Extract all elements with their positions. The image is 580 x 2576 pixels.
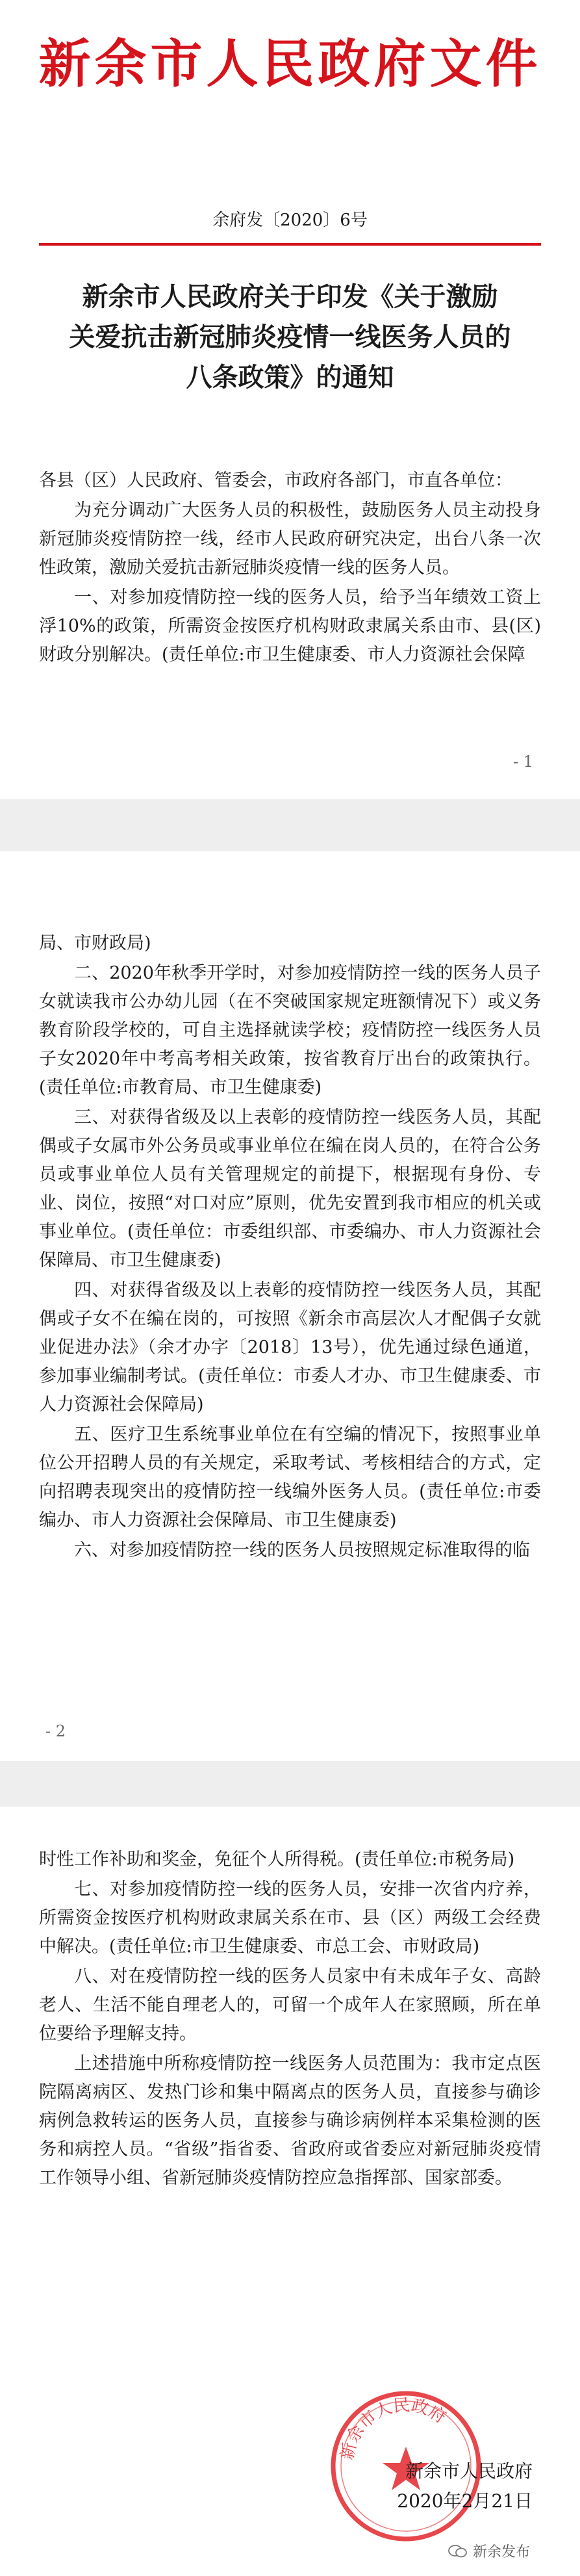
title-line: 八条政策》的通知 [186, 362, 394, 393]
paragraph: 七、对参加疫情防控一线的医务人员，安排一次省内疗养，所需资金按医疗机构财政隶属关系在市、县（区）两级工会经费中解决。(责任单位:市卫生健康委、市总工会、市财政局) [39, 1879, 541, 1957]
paragraph: 二、2020年秋季开学时，对参加疫情防控一线的医务人员子女就读我市公办幼儿园（在不突破国家规定班额情况下）或义务教育阶段学校的，可自主选择就读学校；疫情防控一线医务人员子女2020年中考高考相关政策，按省教育厅出台的政策执行。(责任单位:市教育局、市卫生健康委) [39, 963, 541, 1098]
continuation-text: 时性工作补助和奖金，免征个人所得税。(责任单位:市税务局) [39, 1849, 515, 1870]
page3-body [39, 1846, 541, 2194]
page-number: - 1 [513, 753, 534, 771]
title-line: 新余市人民政府关于印发《关于激励 [82, 281, 498, 312]
document-page-3 [0, 1807, 580, 2576]
title-line: 关爱抗击新冠肺炎疫情一线医务人员的 [69, 322, 511, 352]
document-title [0, 277, 580, 398]
paragraph: 为充分调动广大医务人员的积极性，鼓励医务人员主动投身新冠肺炎疫情防控一线，经市人民政府研究决定，出台八条一次性政策，激励关爱抗击新冠肺炎疫情一线的医务人员。 [39, 500, 541, 578]
document-number: 余府发〔2020〕6号 [212, 211, 368, 230]
red-divider-line [39, 243, 541, 246]
paragraph: 四、对获得省级及以上表彰的疫情防控一线医务人员，其配偶或子女不在编在岗的，可按照《新余市高层次人才配偶子女就业促进办法》（余才办字〔2018〕13号），优先通过绿色通道，参加事业编制考试。(责任单位：市委人才办、市卫生健康委、市人力资源社会保障局) [39, 1280, 541, 1415]
paragraph: 三、对获得省级及以上表彰的疫情防控一线医务人员，其配偶或子女属市外公务员或事业单位在编在岗人员的，在符合公务员或事业单位人员有关管理规定的前提下，根据现有身份、专业、岗位，按照“对口对应”原则，优先安置到我市相应的机关或事业单位。(责任单位：市委组织部、市委编办、市人力资源社会保障局、市卫生健康委) [39, 1107, 541, 1270]
page2-body [39, 929, 541, 1566]
document-header-title: 新余市人民政府文件 [38, 33, 542, 94]
page-number: - 2 [45, 1722, 66, 1740]
paragraph: 六、对参加疫情防控一线的医务人员按照规定标准取得的临 [74, 1540, 530, 1560]
signature-block [338, 2456, 533, 2516]
watermark-text: 新余发布 [473, 2544, 531, 2560]
seal-text: 新余市人民政府 [337, 2395, 449, 2462]
paragraph: 八、对在疫情防控一线的医务人员家中有未成年子女、高龄老人、生活不能自理老人的，可留一个成年人在家照顾，所在单位要给予理解支持。 [39, 1966, 541, 2044]
continuation-text: 局、市财政局) [39, 933, 151, 953]
paragraph: 五、医疗卫生系统事业单位在有空编的情况下，按照事业单位公开招聘人员的有关规定，采取考试、考核相结合的方式，定向招聘表现突出的疫情防控一线编外医务人员。(责任单位:市委编办、市人力资源社会保障局、市卫生健康委) [39, 1424, 541, 1530]
document-page-2 [0, 851, 580, 1761]
signature-org: 新余市人民政府 [405, 2460, 533, 2482]
page1-body [39, 467, 541, 671]
paragraph: 上述措施中所称疫情防控一线医务人员范围为：我市定点医院隔离病区、发热门诊和集中隔离点的医务人员，直接参与确诊病例急救转运的医务人员，直接参与确诊病例样本采集检测的医务和病控人员。“省级”指省委、省政府或省委应对新冠肺炎疫情工作领导小组、省新冠肺炎疫情防控应急指挥部、国家部委。 [39, 2054, 541, 2188]
paragraph: 一、对参加疫情防控一线的医务人员，给予当年绩效工资上浮10%的政策，所需资金按医疗机构财政隶属关系由市、县(区)财政分别解决。(责任单位:市卫生健康委、市人力资源社会保障 [39, 587, 541, 665]
document-page-1 [0, 0, 580, 799]
signature-date: 2020年2月21日 [397, 2490, 533, 2512]
addressee: 各县（区）人民政府、管委会，市政府各部门，市直各单位： [39, 470, 512, 491]
wechat-icon [448, 2544, 468, 2558]
source-watermark [448, 2541, 530, 2561]
